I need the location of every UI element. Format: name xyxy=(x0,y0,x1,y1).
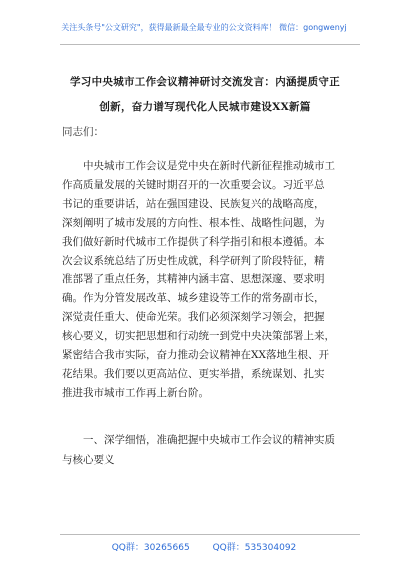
paragraph-line: 次会议系统总结了历史性成就，科学研判了阶段特征，精 xyxy=(62,254,325,267)
paragraph-line: 准部署了重点任务，其精神内涵丰富、思想深邃、要求明 xyxy=(62,273,325,286)
paragraph-line: 书记的重要讲话，站在强国建设、民族复兴的战略高度， xyxy=(62,197,325,210)
paragraph-line: 深刻阐明了城市发展的方向性、根本性、战略性问题，为 xyxy=(62,216,325,229)
paragraph-line: 我们做好新时代城市工作提供了科学指引和根本遵循。本 xyxy=(62,235,325,248)
title-line-2: 创新，奋力谱写现代化人民城市建设XX新篇 xyxy=(99,101,311,113)
footer-qq-group-1: QQ群：30265665 xyxy=(111,543,190,553)
body-paragraph xyxy=(62,157,358,403)
section-heading xyxy=(62,430,358,470)
paragraph-line: 花结果。我们要以更高站位、更实举措，系统谋划、扎实 xyxy=(62,367,325,380)
section-heading-line: 一、深学细悟，准确把握中央城市工作会议的精神实质 xyxy=(62,434,335,446)
paragraph-line: 核心要义，切实把思想和行动统一到党中央决策部署上来， xyxy=(62,330,335,343)
footer-divider xyxy=(60,534,360,535)
paragraph-line: 推进我市城市工作再上新台阶。 xyxy=(62,386,209,399)
header-divider xyxy=(60,44,360,45)
paragraph-line: 深觉责任重大、使命光荣。我们必须深刻学习领会，把握 xyxy=(62,311,325,324)
footer-qq-group-2: QQ群：535304092 xyxy=(212,543,297,553)
paragraph-line: 确。作为分管发展改革、城乡建设等工作的常务副市长， xyxy=(62,292,325,305)
section-heading-line: 与核心要义 xyxy=(62,454,115,466)
document-title xyxy=(40,70,370,120)
title-line-1: 学习中央城市工作会议精神研讨交流发言：内涵提质守正 xyxy=(70,76,340,88)
salutation: 同志们： xyxy=(62,126,104,138)
header-banner: 关注头条号"公文研究"，获得最新最全最专业的公文资料库！ 微信：gongwenyj xyxy=(61,23,347,32)
paragraph-line: 中央城市工作会议是党中央在新时代新征程推动城市工 xyxy=(62,160,335,172)
footer xyxy=(0,540,408,553)
paragraph-line: 作高质量发展的关键时期召开的一次重要会议。习近平总 xyxy=(62,178,325,191)
paragraph-line: 紧密结合我市实际，奋力推动会议精神在XX落地生根、开 xyxy=(62,349,329,362)
